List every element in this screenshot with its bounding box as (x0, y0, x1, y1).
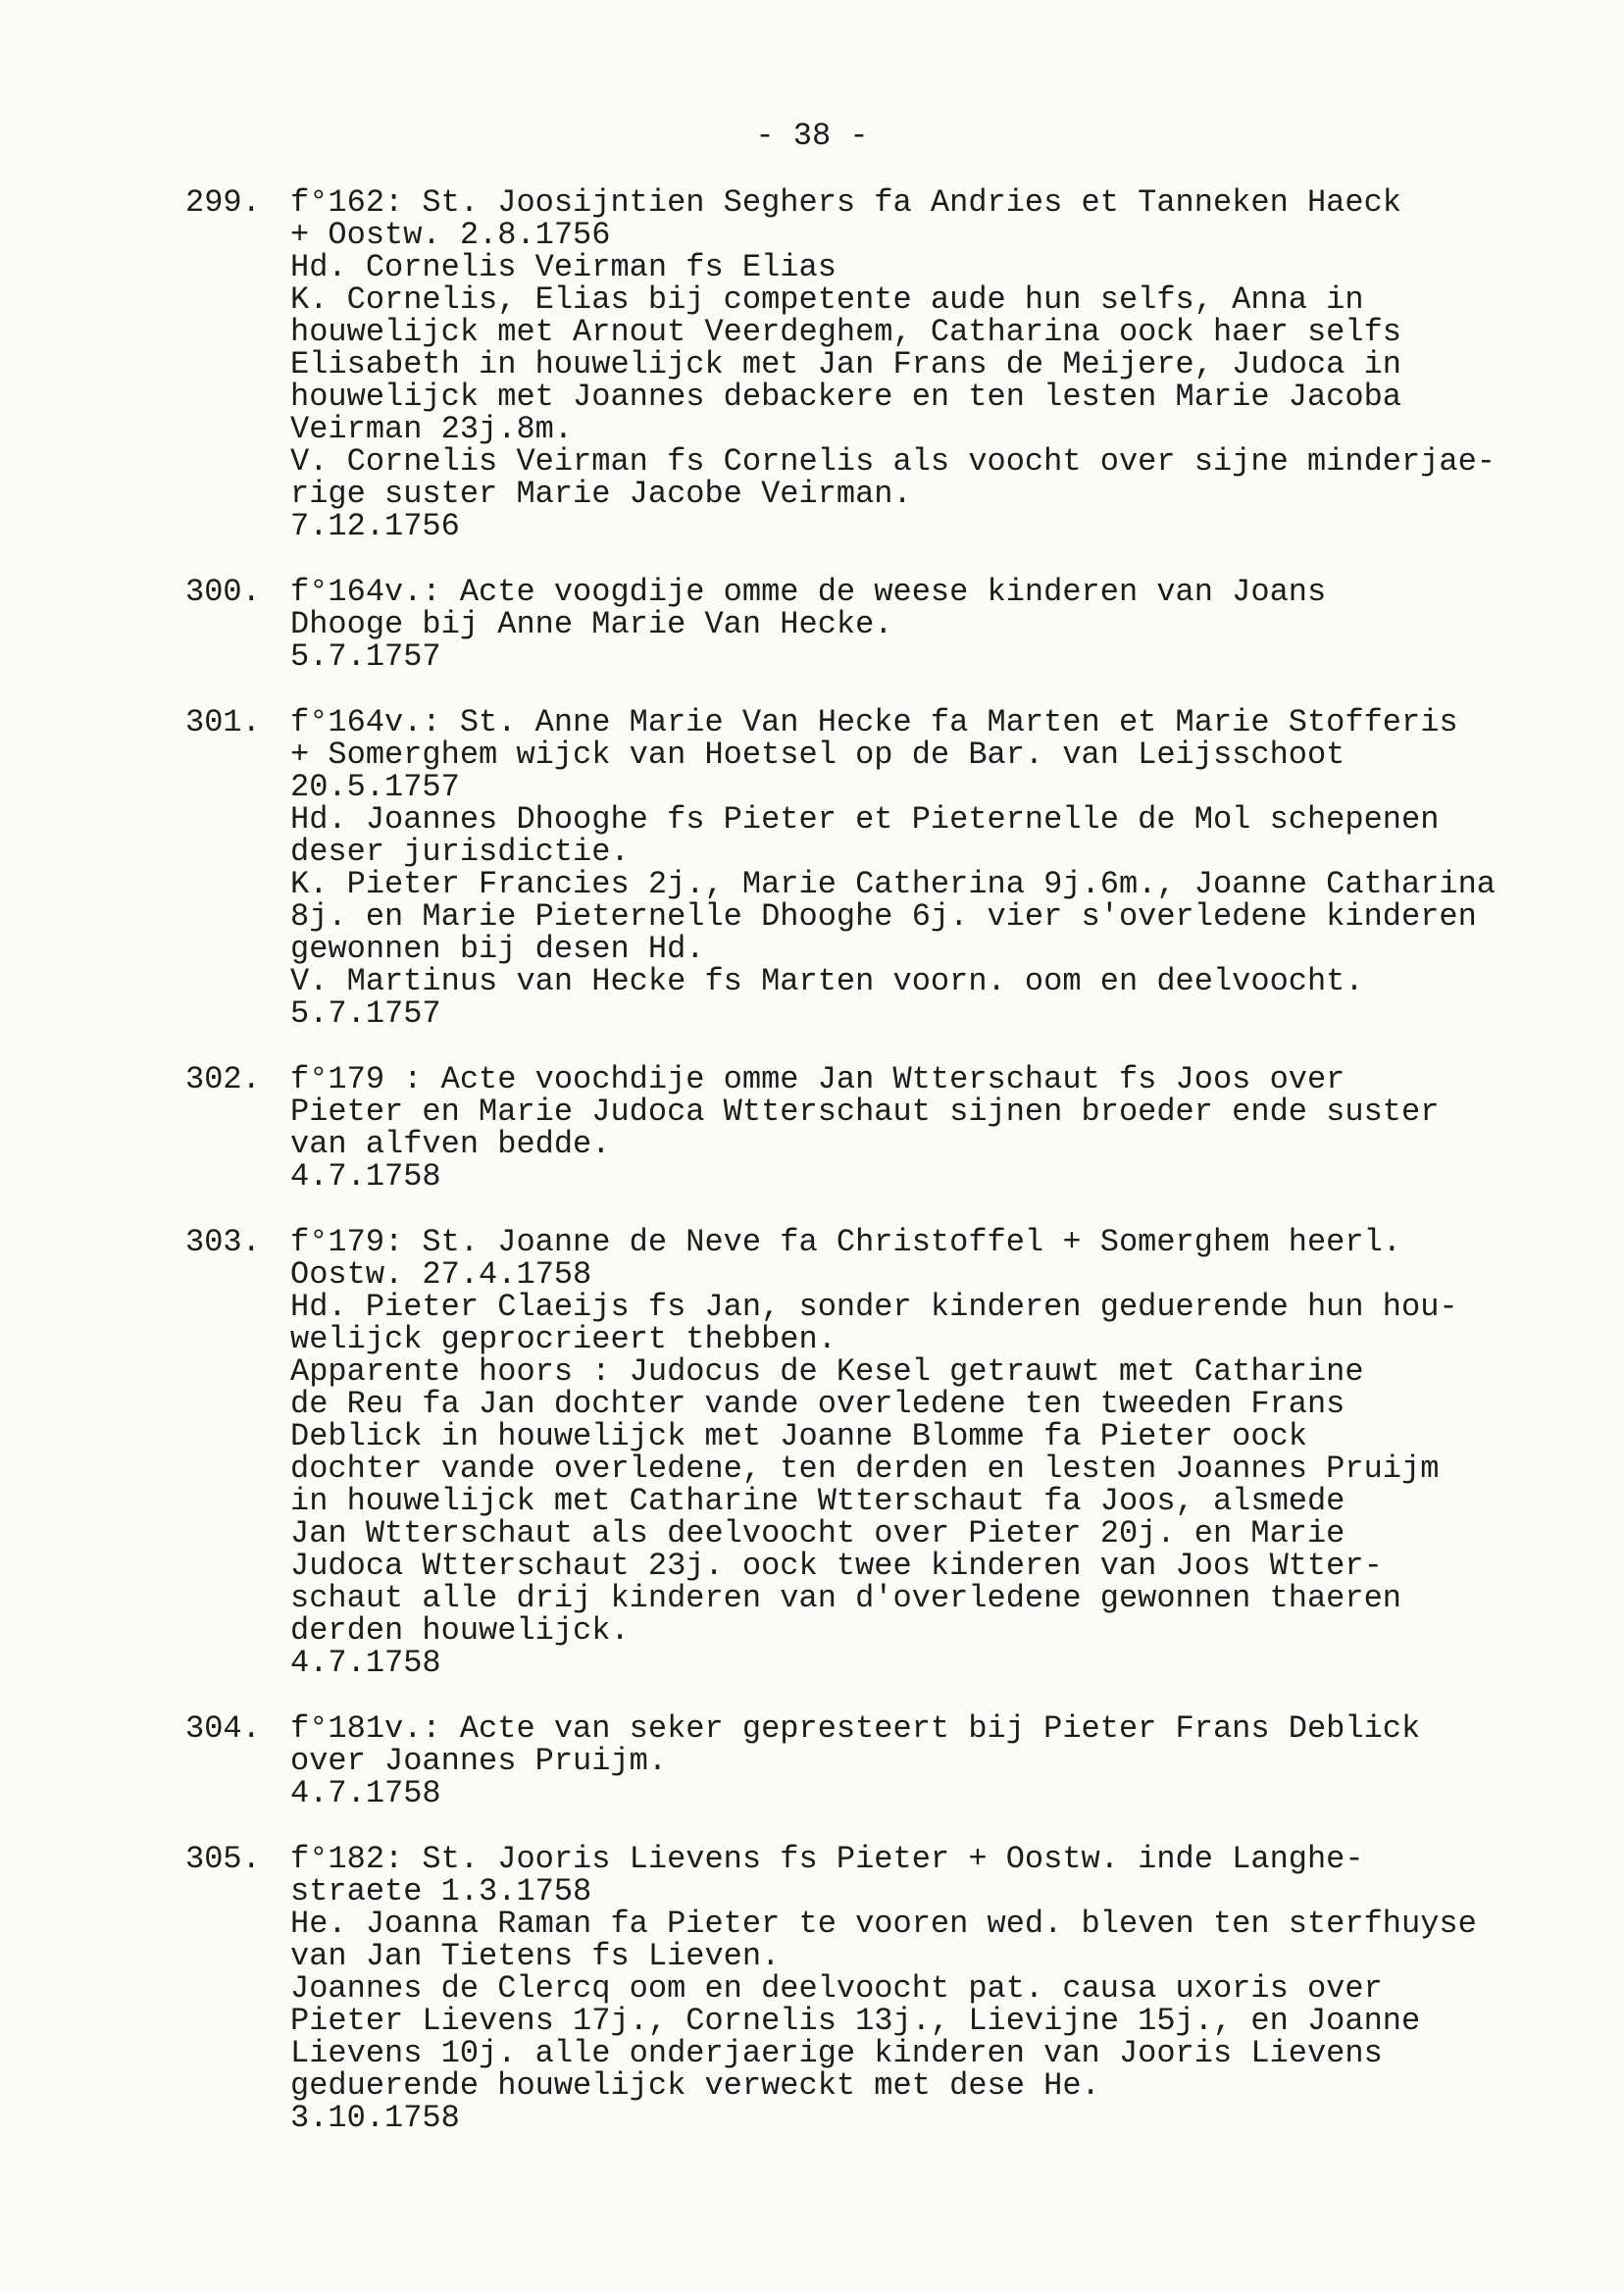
entry-number: 301. (185, 704, 261, 740)
page-number: - 38 - (755, 118, 869, 154)
entry (186, 1063, 1579, 1193)
entry-line: in houwelijck met Catharine Wtterschaut fa Joos, alsmede (290, 1483, 1345, 1519)
entry-line: de Reu fa Jan dochter vande overledene ten tweeden Frans (290, 1386, 1345, 1422)
entry-line: Pieter Lievens 17j., Cornelis 13j., Lievijne 15j., en Joanne (290, 2003, 1421, 2039)
entry (186, 1712, 1579, 1809)
entry-line: schaut alle drij kinderen van d'overledene gewonnen thaeren (290, 1580, 1401, 1616)
entry-line: Judoca Wtterschaut 23j. oock twee kinderen van Joos Wtter- (290, 1548, 1383, 1584)
entry-number: 302. (185, 1061, 261, 1097)
entry-line: K. Cornelis, Elias bij competente aude hun selfs, Anna in (290, 281, 1364, 318)
entry-line: 7.12.1756 (290, 508, 460, 544)
entry (186, 706, 1579, 1030)
entry-line: van Jan Tietens fs Lieven. (290, 1938, 781, 1974)
entry-body (290, 1843, 1579, 2134)
entry-line: + Somerghem wijck van Hoetsel op de Bar. van Leijsschoot (290, 737, 1345, 773)
entry-line: 4.7.1758 (290, 1158, 441, 1195)
entry-line: houwelijck met Joannes debackere en ten lesten Marie Jacoba (290, 379, 1401, 415)
entry-number: 303. (185, 1224, 261, 1260)
entry-line: Hd. Pieter Claeijs fs Jan, sonder kinderen geduerende hun hou- (290, 1289, 1458, 1325)
entry-line: V. Cornelis Veirman fs Cornelis als voocht over sijne minderjae- (290, 443, 1496, 480)
entry-line: f°179: St. Joanne de Neve fa Christoffel + Somerghem heerl. (290, 1224, 1401, 1260)
entry-body (290, 186, 1579, 542)
entry-line: Joannes de Clercq oom en deelvoocht pat. causa uxoris over (290, 1970, 1383, 2007)
entry-body (290, 706, 1579, 1030)
entry-line: geduerende houwelijck verweckt met dese He. (290, 2067, 1100, 2104)
entry-line: straete 1.3.1758 (290, 1873, 592, 1909)
entries-list (186, 186, 1579, 2167)
entry-line: over Joannes Pruijm. (290, 1743, 668, 1779)
entry-line: Veirman 23j.8m. (290, 411, 574, 447)
entry-line: Dhooge bij Anne Marie Van Hecke. (290, 606, 893, 642)
entry-body (290, 576, 1579, 673)
entry-line: welijck geprocrieert thebben. (290, 1321, 837, 1357)
entry-body (290, 1712, 1579, 1809)
entry-line: gewonnen bij desen Hd. (290, 931, 705, 967)
entry-body (290, 1226, 1579, 1679)
entry-number: 304. (185, 1710, 261, 1747)
entry-number: 300. (185, 574, 261, 610)
entry-line: 4.7.1758 (290, 1645, 441, 1681)
entry (186, 186, 1579, 542)
entry-line: f°164v.: Acte voogdije omme de weese kinderen van Joans (290, 574, 1327, 610)
entry-line: Jan Wtterschaut als deelvoocht over Pieter 20j. en Marie (290, 1515, 1345, 1552)
entry-line: dochter vande overledene, ten derden en lesten Joannes Pruijm (290, 1451, 1440, 1487)
entry-line: f°181v.: Acte van seker gepresteert bij Pieter Frans Deblick (290, 1710, 1421, 1747)
entry-line: deser jurisdictie. (290, 834, 630, 870)
entry-line: Apparente hoors : Judocus de Kesel getrauwt met Catharine (290, 1353, 1364, 1390)
entry-line: Oostw. 27.4.1758 (290, 1256, 592, 1293)
entry-line: Lievens 10j. alle onderjaerige kinderen van Jooris Lievens (290, 2035, 1383, 2071)
entry-line: V. Martinus van Hecke fs Marten voorn. oom en deelvoocht. (290, 963, 1364, 999)
entry-number: 299. (185, 184, 261, 221)
entry-line: rige suster Marie Jacobe Veirman. (290, 476, 912, 512)
entry-line: Elisabeth in houwelijck met Jan Frans de Meijere, Judoca in (290, 346, 1401, 382)
entry-line: Hd. Joannes Dhooghe fs Pieter et Pieternelle de Mol schepenen (290, 801, 1440, 838)
entry-line: Hd. Cornelis Veirman fs Elias (290, 249, 837, 285)
entry (186, 1843, 1579, 2134)
entry-line: Deblick in houwelijck met Joanne Blomme fa Pieter oock (290, 1418, 1307, 1454)
entry-line: van alfven bedde. (290, 1126, 611, 1162)
entry-line: Pieter en Marie Judoca Wtterschaut sijnen broeder ende suster (290, 1094, 1440, 1130)
entry-number: 305. (185, 1841, 261, 1877)
entry-line: 5.7.1757 (290, 638, 441, 675)
entry (186, 1226, 1579, 1679)
entry-line: 4.7.1758 (290, 1775, 441, 1811)
entry (186, 576, 1579, 673)
entry-line: + Oostw. 2.8.1756 (290, 217, 611, 253)
entry-line: f°164v.: St. Anne Marie Van Hecke fa Marten et Marie Stofferis (290, 704, 1458, 740)
entry-line: f°182: St. Jooris Lievens fs Pieter + Oostw. inde Langhe- (290, 1841, 1364, 1877)
entry-line: K. Pieter Francies 2j., Marie Catherina 9j.6m., Joanne Catharina (290, 866, 1496, 902)
entry-line: 3.10.1758 (290, 2100, 460, 2136)
entry-line: f°162: St. Joosijntien Seghers fa Andries et Tanneken Haeck (290, 184, 1401, 221)
entry-line: 8j. en Marie Pieternelle Dhooghe 6j. vier s'overledene kinderen (290, 898, 1477, 935)
entry-line: f°179 : Acte voochdije omme Jan Wtterschaut fs Joos over (290, 1061, 1345, 1097)
entry-line: 5.7.1757 (290, 995, 441, 1032)
entry-line: houwelijck met Arnout Veerdeghem, Catharina oock haer selfs (290, 314, 1401, 350)
entry-line: derden houwelijck. (290, 1612, 630, 1649)
entry-line: He. Joanna Raman fa Pieter te vooren wed. bleven ten sterfhuyse (290, 1906, 1477, 1942)
entry-line: 20.5.1757 (290, 769, 460, 805)
entry-body (290, 1063, 1579, 1193)
